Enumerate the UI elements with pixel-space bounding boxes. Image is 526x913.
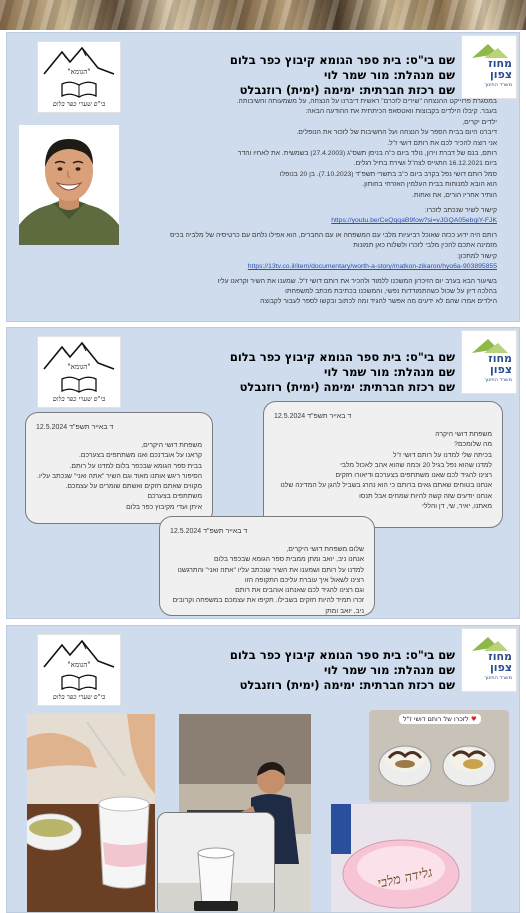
letter-line: איתן ועדי מקיבוץ כפר בלום	[126, 503, 202, 511]
letter-line: מאתנו, יאיר, שי, דן והללי	[422, 503, 492, 511]
story-line: מזמינה אתכם להכין מלבי לזכרו ולשלוח כאן תמונות	[353, 242, 497, 250]
district-logo	[461, 35, 517, 99]
letter-card-a	[263, 401, 503, 528]
heart-icon: ♥	[470, 715, 477, 723]
letter-card-c	[159, 516, 375, 616]
school-logo-title: "הגומא"	[67, 661, 91, 669]
school-logo-title: "הגומא"	[67, 68, 91, 76]
letter-line: בכיתה שלי למדנו על רותם דושי ז"ל	[393, 451, 492, 459]
district-logo	[461, 628, 517, 692]
letter-line: הסיפור ריגש אותנו מאוד וגם השיר "אתה ואני" שנכתב עליו.	[37, 472, 202, 480]
panel-heading	[137, 350, 455, 395]
letter-date: ד באייר תשפ"ד 12.5.2024	[170, 528, 248, 535]
song-link[interactable]: https://youtu.be/CeQqqaB9fow?si=vJGQA05ebqiY-FJK	[331, 217, 497, 225]
open-book-icon	[60, 375, 98, 393]
district-subtitle: משרד החינוך	[484, 377, 512, 383]
coordinator-name: שם רכזת חברתית: ימימה (ימית) רוזנבלט	[239, 83, 455, 97]
district-logo	[461, 330, 517, 394]
recipe-link-label: קישור למתכון:	[457, 252, 497, 260]
school-name: שם בי"ס: בית ספר הגומא קיבוץ כפר בלום	[229, 350, 455, 364]
letter-line: וגם רצינו להגיד לכם שאנחנו אוהבים את רותם	[235, 587, 364, 595]
letter-line: קראנו על אובדנכם ואנו משתתפים בצערכם.	[78, 452, 202, 460]
letter-line: מקווים שאתם חזקים ואשתם שומרים על עצמכם.	[65, 483, 202, 491]
panel-heading	[137, 648, 455, 693]
principal-name: שם מנהלת: מור שמר לוי	[323, 68, 455, 82]
panel-heading	[137, 53, 455, 98]
panel-letters	[6, 327, 520, 619]
letter-line: משתתפים בצערכם	[147, 493, 202, 501]
story-line: ילדים יקרים,	[462, 118, 497, 126]
story-text	[131, 97, 497, 308]
school-logo	[37, 41, 121, 113]
letter-line: למדנו שהוא נפל בגיל 20 וכמה שהוא אהב לאכול מלבי	[340, 461, 492, 469]
letter-line: ניב, יואב ומתן	[325, 607, 364, 615]
district-subtitle: משרד החינוך	[484, 82, 512, 88]
top-photo-strip	[0, 0, 526, 30]
school-name: שם בי"ס: בית ספר הגומא קיבוץ כפר בלום	[229, 53, 455, 67]
school-name: שם בי"ס: בית ספר הגומא קיבוץ כפר בלום	[229, 648, 455, 662]
district-name-line1: מחוז	[488, 57, 512, 70]
principal-name: שם מנהלת: מור שמר לוי	[323, 365, 455, 379]
open-book-icon	[60, 80, 98, 98]
photo-dessert-glass	[157, 812, 275, 913]
story-line: במסגרת פרוייקט ההנצחה "שירים לזכרם" ראשית דיברנו על הנצחה, על משמעותה וחשיבותה.	[236, 98, 497, 105]
photo-malabi-cups	[369, 710, 509, 802]
letter-line: בבית ספר הגומא שבכפר בלום למדנו על רותם.	[69, 462, 202, 470]
letter-date: ד באייר תשפ"ד 12.5.2024	[36, 424, 114, 431]
memorial-sticker	[399, 714, 481, 724]
school-logo-subtitle: בי"ס שערי כפר בלום	[52, 693, 106, 701]
photo-preparing-malabi	[27, 714, 155, 912]
story-line: הוא הובא למנוחות בבית העלמין האזרחי בחותון.	[362, 181, 497, 189]
district-name-line2: צפון	[490, 661, 512, 674]
song-link-label: קישור לשיר שנכתב לזכרו:	[424, 207, 497, 215]
letter-card-b	[25, 412, 213, 524]
story-line: בעבר. קיבלו הילדים בקבוצות וואטסאפ הכיתתית את ההודעה הבאה:	[305, 108, 497, 116]
school-logo-subtitle: בי"ס שערי כפר בלום	[52, 395, 106, 403]
story-line: הילדים אמרו שהם לא ידעים מה אפשר להגיד ומה לכתוב ובקשו לספר לעבור לקבוצה	[260, 298, 497, 306]
malabi-caption: גלידה מלבי	[376, 865, 434, 892]
story-line: ביום 16.12.2021 התגייס לצה"ל ושירת בחיל רגלים.	[353, 160, 497, 168]
memorial-sticker-text: לזכרו של רותם דושי ז"ל	[403, 715, 469, 723]
letter-line: אנחנו בטוחים שאתם גאים ברותם כי הוא נהרג בשביל להגן על המדינה שלנו	[280, 482, 492, 490]
letter-date: ד באייר תשפ"ד 12.5.2024	[274, 413, 352, 420]
school-logo-subtitle: בי"ס שערי כפר בלום	[52, 100, 106, 108]
panel-malabi-photos	[6, 625, 520, 913]
story-line: דיברנו היום בבית הספר על הנצחה ועל החשיבות של לזכור את הנופלים.	[296, 129, 497, 137]
school-logo-title: "הגומא"	[67, 363, 91, 371]
letter-line: שלום משפחת דושי היקרים,	[286, 546, 364, 553]
story-line: סמל רותם דושי נפל בקרב ביום כ"ב בתשרי תשפ"ד (7.10.2023). בן 20 בנופלו	[279, 170, 497, 178]
letter-line: משפחת דושי היקרה	[435, 431, 492, 438]
story-line: רותם, בנם של דברת וירון, נולד ביום כ"ה בניסן תשס"ג (27.4.2003) בשמשית. את לאחיו והדר	[237, 150, 497, 158]
letter-line: רצינו להגיד לכם שאנו משתתפים בצערכם ודיאורו חזקים	[335, 472, 492, 480]
district-name-line1: מחוז	[488, 352, 512, 365]
panel-memorial-intro	[6, 32, 520, 322]
story-line: בשיעור הבא בערב יום הזיכרון המשכנו ללמוד ולהכיר את רותם דושי ז"ל. שמענו את השיר וקראנו עליו	[217, 277, 497, 285]
letter-line: מה שלומכם?	[454, 441, 492, 449]
coordinator-name: שם רכזת חברתית: ימימה (ימית) רוזנבלט	[239, 678, 455, 692]
principal-name: שם מנהלת: מור שמר לוי	[323, 663, 455, 677]
letter-line: רצינו לשאול איך עוברת עליכם התקופה הזו	[244, 576, 364, 584]
district-name-line2: צפון	[490, 363, 512, 376]
recipe-link[interactable]: https://13tv.co.il/item/documentary/worth-a-story/matkon-zikaron/hyo6a-903895855	[247, 263, 497, 271]
letter-line: זכרו תמיד להיות חזקים בשבילו. תקיפו את עצמכם במשפחה וקרובים	[172, 597, 364, 605]
coordinator-name: שם רכזת חברתית: ימימה (ימית) רוזנבלט	[239, 380, 455, 394]
letter-line: אנחנו ניב, יואב ומתן ממבית ספר הגומא שבכפר בלום	[214, 556, 364, 564]
story-line: הותיר אחריו הורים, אח ואחות.	[411, 191, 497, 199]
district-subtitle: משרד החינוך	[484, 675, 512, 681]
story-line: אני רוצה להכיר לכם את רותם דושי ז"ל.	[387, 139, 497, 147]
soldier-portrait	[19, 125, 119, 245]
letter-line: משפחת דושי היקרים,	[141, 442, 202, 449]
district-name-line1: מחוז	[488, 650, 512, 663]
story-line: בהלכה דיון על שכול כשהתמודדות נפשי, והמשכנו בכתיבת מכתב למשפחתו	[285, 287, 497, 295]
story-line: רותם היה ידוע ככזה שאוכל רביעיות מלבי עם המשפחה או עם החברים, הוא אפילו נלחם עם כרטיסיה של מלביה בכיס	[169, 231, 497, 239]
letter-line: אנחנו יודעים שזה קשה להיות שמחים אבל תנסו	[359, 492, 492, 500]
school-logo	[37, 336, 121, 408]
school-logo	[37, 634, 121, 706]
open-book-icon	[60, 673, 98, 691]
photo-malabi-bowl	[331, 804, 471, 913]
letter-line: למדנו על רותם ושמענו את השיר שנכתב עליו "אתה ואני" והתרגשנו	[177, 566, 364, 574]
district-name-line2: צפון	[490, 68, 512, 81]
